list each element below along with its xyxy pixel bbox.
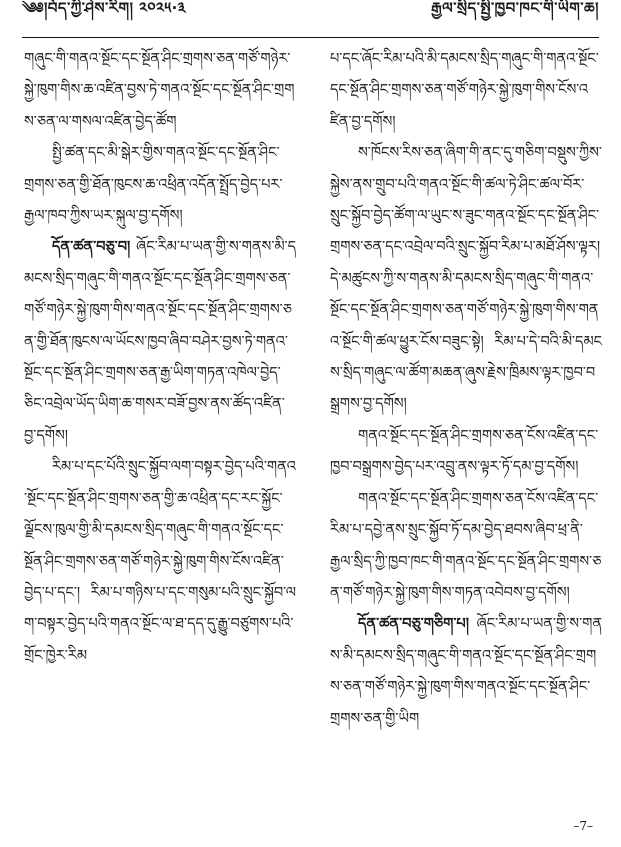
page-number: –7– (573, 819, 593, 833)
paragraph: སྤྱི་ཚན་དང་མི་སྒེར་གྱིས་གནའ་སྔོང་དང་སྔོན་ཤིང་གྲགས་ཅན་གྱི་ཐོན་ཁུངས་ཆ་འཕྲིན་འདོན་སྤྲོད་བྱེད་པར་རྒྱལ་ཁབ་ཀྱིས་ཡར་སྐུལ་བྱ་དགོས། (24, 145, 283, 225)
paragraph: ས་ཁོངས་རིས་ཅན་ཞིག་གི་ནང་དུ་གཅིག་བསྡུས་ཀྱིས་སྐྱེས་ནས་གྲུབ་པའི་གནའ་སྔོང་གི་ཚལ་ཏེ་ཤིང་ཚལ་བོར་སྲུང་སྐྱོབ་བྱེད་ཚོག་ལ་ཡུང་ས་ཟུང་གནའ་སྔོང་དང་སྔོན་ཤིང་གྲགས་ཅན་དང་འབྲེལ་བའི་སྲུང་སྐྱོབ་རིམ་པ་མཐོ་ཤོས་ལྟར། དེ་མཚུངས་ཀྱི་ས་གནས་མི་དམངས་སྲིད་གཞུང་གི་གནའ་སྔོང་དང་སྔོན་ཤིང་གྲགས་ཅན་གཙོ་གཉེར་སྐྱེ་ཁུག་གིས་གནའ་སྔོང་གི་ཚལ་ཕྱུར་ངོས་བཟུང་སྟེ། རིམ་པ་དེ་བའི་མི་དམངས་སྲིད་གཞུང་ལ་ཚོག་མཆན་ཞུས་རྗེས་ཁྲིམས་ལྟར་ཁྱབ་བསྒྲགས་བྱ་དགོས། (330, 145, 602, 413)
article-body: ཞོང་རིམ་པ་ཡན་གྱི་ས་གནས་མི་དམངས་སྲིད་གཞུང་གི་གནའ་སྔོང་དང་སྔོན་ཤིང་གྲགས་ཅན་གཙོ་གཉེར་སྐྱེ་ཁུག་གིས་གནའ་སྔོང་དང་སྔོན་ཤིང་གྲགས་ཅན་གྱི་ཐོན་ཁུངས་ལ་ཡོངས་ཁྱབ་ཞིབ་བཤེར་བྱས་ཏེ་གནའ་སྔོང་དང་སྔོན་ཤིང་གྲགས་ཅན་རྒྱ་ཡིག་གཏན་འཁེལ་བྱེད་ཅིང་འབྲེལ་ཡོད་ཡིག་ཆ་གསར་བཟོ་བྱས་ནས་ཚོད་འཛིན་བྱ་དགོས། (24, 239, 296, 444)
article-body: ཞོང་རིམ་པ་ཡན་གྱི་ས་གནས་མི་དམངས་སྲིད་གཞུང་གི་གནའ་སྔོང་དང་སྔོན་ཤིང་གྲགས་ཅན་གཙོ་གཉེར་སྐྱེ་ཁུག་གིས་གནའ་སྔོང་དང་སྔོན་ཤིང་གྲགས་ཅན་གྱི་ཡིག (330, 616, 602, 727)
article-paragraph (24, 232, 296, 452)
paragraph: གནའ་སྔོང་དང་སྔོན་ཤིང་གྲགས་ཅན་ངོས་འཛིན་དང་ཁྱབ་བསྒྲགས་བྱེད་པར་འབྲུ་ནས་ལྟར་ཏོ་དམ་བྱ་དགོས། (330, 427, 599, 476)
section-title: རྒྱལ་སྲིད་སྤྱི་ཁྱབ་ཁང་གི་ཡིག་ཆ། (431, 0, 599, 17)
paragraph: གནའ་སྔོང་དང་སྔོན་ཤིང་གྲགས་ཅན་ངོས་འཛིན་དང་རིམ་པ་དབྱེ་ནས་སྲུང་སྐྱོབ་ཏོ་དམ་བྱེད་ཐབས་ཞིབ་ཕྲ་ནི་རྒྱལ་སྲིད་ཀྱི་ཁྱབ་ཁང་གི་གནའ་སྔོང་དང་སྔོན་ཤིང་གྲགས་ཅན་གཙོ་གཉེར་སྐྱེ་ཁུག་གིས་གཏན་འབེབས་བྱ་དགོས། (330, 490, 602, 601)
paragraph: གཞུང་གི་གནའ་སྔོང་དང་སྔོན་ཤིང་གྲགས་ཅན་གཙོ་གཉེར་སྐྱེ་ཁུག་གིས་ཆ་འཛིན་བྱས་ཏེ་གནའ་སྔོང་དང་སྔོན་ཤིང་གྲགས་ཅན་ལ་གསལ་འཛིན་བྱེད་ཚོག (24, 51, 295, 130)
left-column (24, 44, 296, 672)
paragraph: པ་དང་ཞོང་རིམ་པའི་མི་དམངས་སྲིད་གཞུང་གི་གནའ་སྔོང་དང་སྔོན་ཤིང་གྲགས་ཅན་གཙོ་གཉེར་སྐྱེ་ཁུག་གིས་ངོས་འཛིན་བྱ་དགོས། (330, 51, 599, 130)
paragraph: རིམ་པ་དང་པོའི་སྲུང་སྐྱོབ་ལག་བསྟར་བྱེད་པའི་གནའ་སྔོང་དང་སྔོན་ཤིང་གྲགས་ཅན་གྱི་ཆ་འཕྲིན་དང་རང་སྐྱོང་ལྗོངས་ཁུལ་གྱི་མི་དམངས་སྲིད་གཞུང་གི་གནའ་སྔོང་དང་སྔོན་ཤིང་གྲགས་ཅན་གཙོ་གཉེར་སྐྱེ་ཁུག་གིས་ངོས་འཛིན་བྱེད་པ་དང་། རིམ་པ་གཉིས་པ་དང་གསུམ་པའི་སྲུང་སྐྱོབ་ལག་བསྟར་བྱེད་པའི་གནའ་སྔོང་ལ་ཐ་དད་དུ་རྒྱུ་བཙུགས་པའི་གྲོང་ཁྱེར་རིམ (24, 459, 296, 664)
article-heading: དོན་ཚན་བཅུ་གཅིག་པ། (358, 616, 469, 633)
running-header (22, 0, 599, 38)
article-heading: དོན་ཚན་བཅུ་བ། (52, 239, 131, 256)
article-paragraph (330, 609, 602, 735)
journal-title: ༄༅།བོད་ཀྱི་ཤེས་རིག། ༢༠༢༥·༣ (22, 0, 187, 17)
right-column (330, 44, 602, 735)
